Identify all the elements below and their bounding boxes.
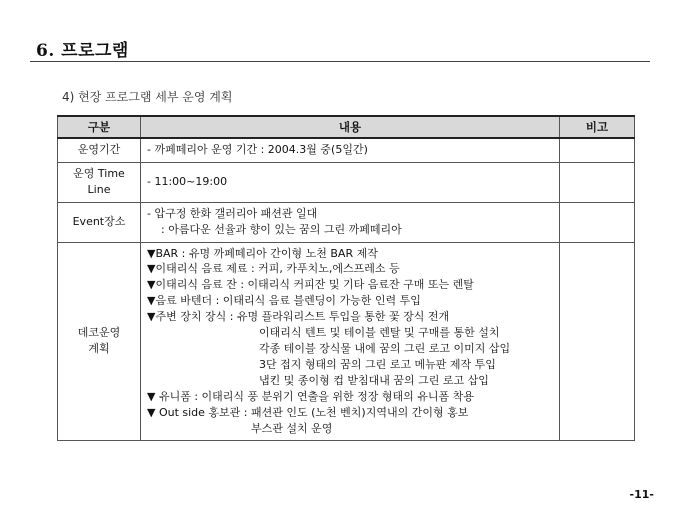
row-category [58,162,141,202]
header-content: 내용 [141,116,560,138]
row-content [141,162,560,202]
content-line: 각종 테이블 장식물 내에 꿈의 그린 로고 이미지 삽입 [259,342,511,356]
row-note [560,202,635,242]
content-line: 이태리식 텐트 및 테이블 렌탈 및 구매를 통한 설치 [259,326,500,340]
content-line: ▼이태리식 음료 잔 : 이태리식 커피잔 및 기타 음료잔 구매 또는 렌탈 [147,278,474,292]
category-line: 운영기간 [77,143,121,157]
page-number: -11- [629,488,654,501]
row-category [58,202,141,242]
row-note [560,138,635,162]
header-category: 구분 [58,116,141,138]
content-line: - 11:00~19:00 [147,175,228,189]
content-line: : 아름다운 선율과 향이 있는 꿈의 그린 까페떼리아 [161,223,402,236]
content-line: - 압구정 한화 갤러리아 패션관 일대 [147,207,318,221]
table-row [58,162,635,202]
subsection-title: 4) 현장 프로그램 세부 운영 계획 [62,90,233,104]
table-row [58,202,635,242]
category-line: Event장소 [72,215,126,229]
content-line: ▼주변 장치 장식 : 유명 플라워리스트 투입을 통한 꽃 장식 전개 [147,310,450,324]
row-category [58,242,141,440]
content-line: ▼BAR : 유명 까페떼리아 간이형 노천 BAR 제작 [147,246,378,260]
content-line: 3단 접지 형태의 꿈의 그린 로고 메뉴판 제작 투입 [259,358,496,372]
row-note [560,242,635,440]
table-row [58,138,635,162]
table-header-row [58,116,635,138]
category-line: Line [87,183,111,196]
content-line: 냅킨 및 종이형 컵 받침대내 꿈의 그린 로고 삽입 [259,374,489,387]
section-title: 6. 프로그램 [36,41,129,61]
content-line: 부스관 설치 운영 [251,421,333,435]
table-row [58,242,635,440]
operation-plan-table [57,115,635,441]
row-category [58,138,141,162]
category-line: 계획 [88,342,110,356]
content-line: ▼이태리식 음료 제료 : 커피, 카푸치노,에스프레소 등 [147,262,400,276]
row-content [141,202,560,242]
category-line: 데코운영 [77,326,121,340]
content-line: - 까페떼리아 운영 기간 : 2004.3월 중(5일간) [147,143,368,157]
row-content [141,138,560,162]
category-line: 운영 Time [73,167,125,181]
title-divider [30,61,650,62]
row-note [560,162,635,202]
header-note: 비고 [560,116,635,138]
content-line: ▼음료 바텐더 : 이태리식 음료 블렌딩이 가능한 인력 투입 [147,294,421,308]
content-line: ▼ Out side 홍보관 : 패션관 인도 (노천 벤치)지역내의 간이형 홍보 [147,405,469,419]
content-line: ▼ 유니폼 : 이태리식 풍 분위기 연출을 위한 정장 형태의 유니폼 착용 [147,389,474,403]
row-content [141,242,560,440]
